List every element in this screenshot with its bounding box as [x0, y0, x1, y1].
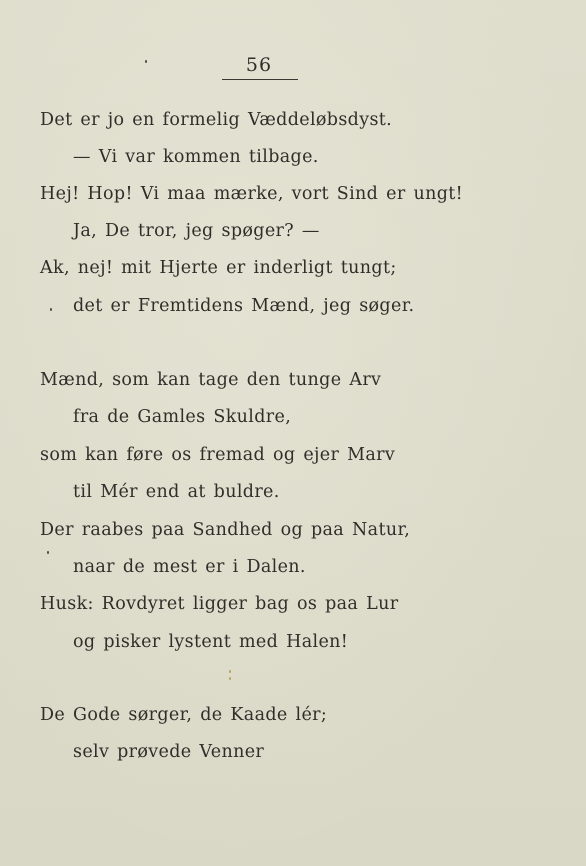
poem-line: naar de mest er i Dalen.	[73, 557, 306, 577]
poem-line: og pisker lystent med Halen!	[73, 632, 349, 652]
ink-speck	[229, 670, 231, 673]
poem-line: selv prøvede Venner	[73, 742, 265, 762]
poem-line: Der raabes paa Sandhed og paa Natur,	[40, 520, 411, 540]
poem-line: Hej! Hop! Vi maa mærke, vort Sind er ungt!	[40, 184, 464, 204]
poem-line: Husk: Rovdyret ligger bag os paa Lur	[40, 594, 399, 614]
ink-speck	[50, 308, 52, 311]
poem-line: Ja, De tror, jeg spøger? —	[73, 221, 320, 241]
ink-speck	[47, 551, 49, 554]
ink-speck	[145, 60, 147, 63]
poem-line: De Gode sørger, de Kaade lér;	[40, 705, 328, 725]
poem-line: som kan føre os fremad og ejer Marv	[40, 445, 396, 465]
page-number-rule	[222, 79, 298, 80]
poem-line: Mænd, som kan tage den tunge Arv	[40, 370, 382, 390]
poem-line: Det er jo en formelig Væddeløbsdyst.	[40, 110, 393, 130]
poem-line: det er Fremtidens Mænd, jeg søger.	[73, 296, 415, 316]
poem-line: — Vi var kommen tilbage.	[73, 147, 319, 167]
ink-speck	[229, 677, 231, 680]
poem-line: fra de Gamles Skuldre,	[73, 407, 292, 427]
poem-line: til Mér end at buldre.	[73, 482, 280, 502]
page-number: 56	[245, 54, 273, 76]
poem-line: Ak, nej! mit Hjerte er inderligt tungt;	[40, 258, 397, 278]
